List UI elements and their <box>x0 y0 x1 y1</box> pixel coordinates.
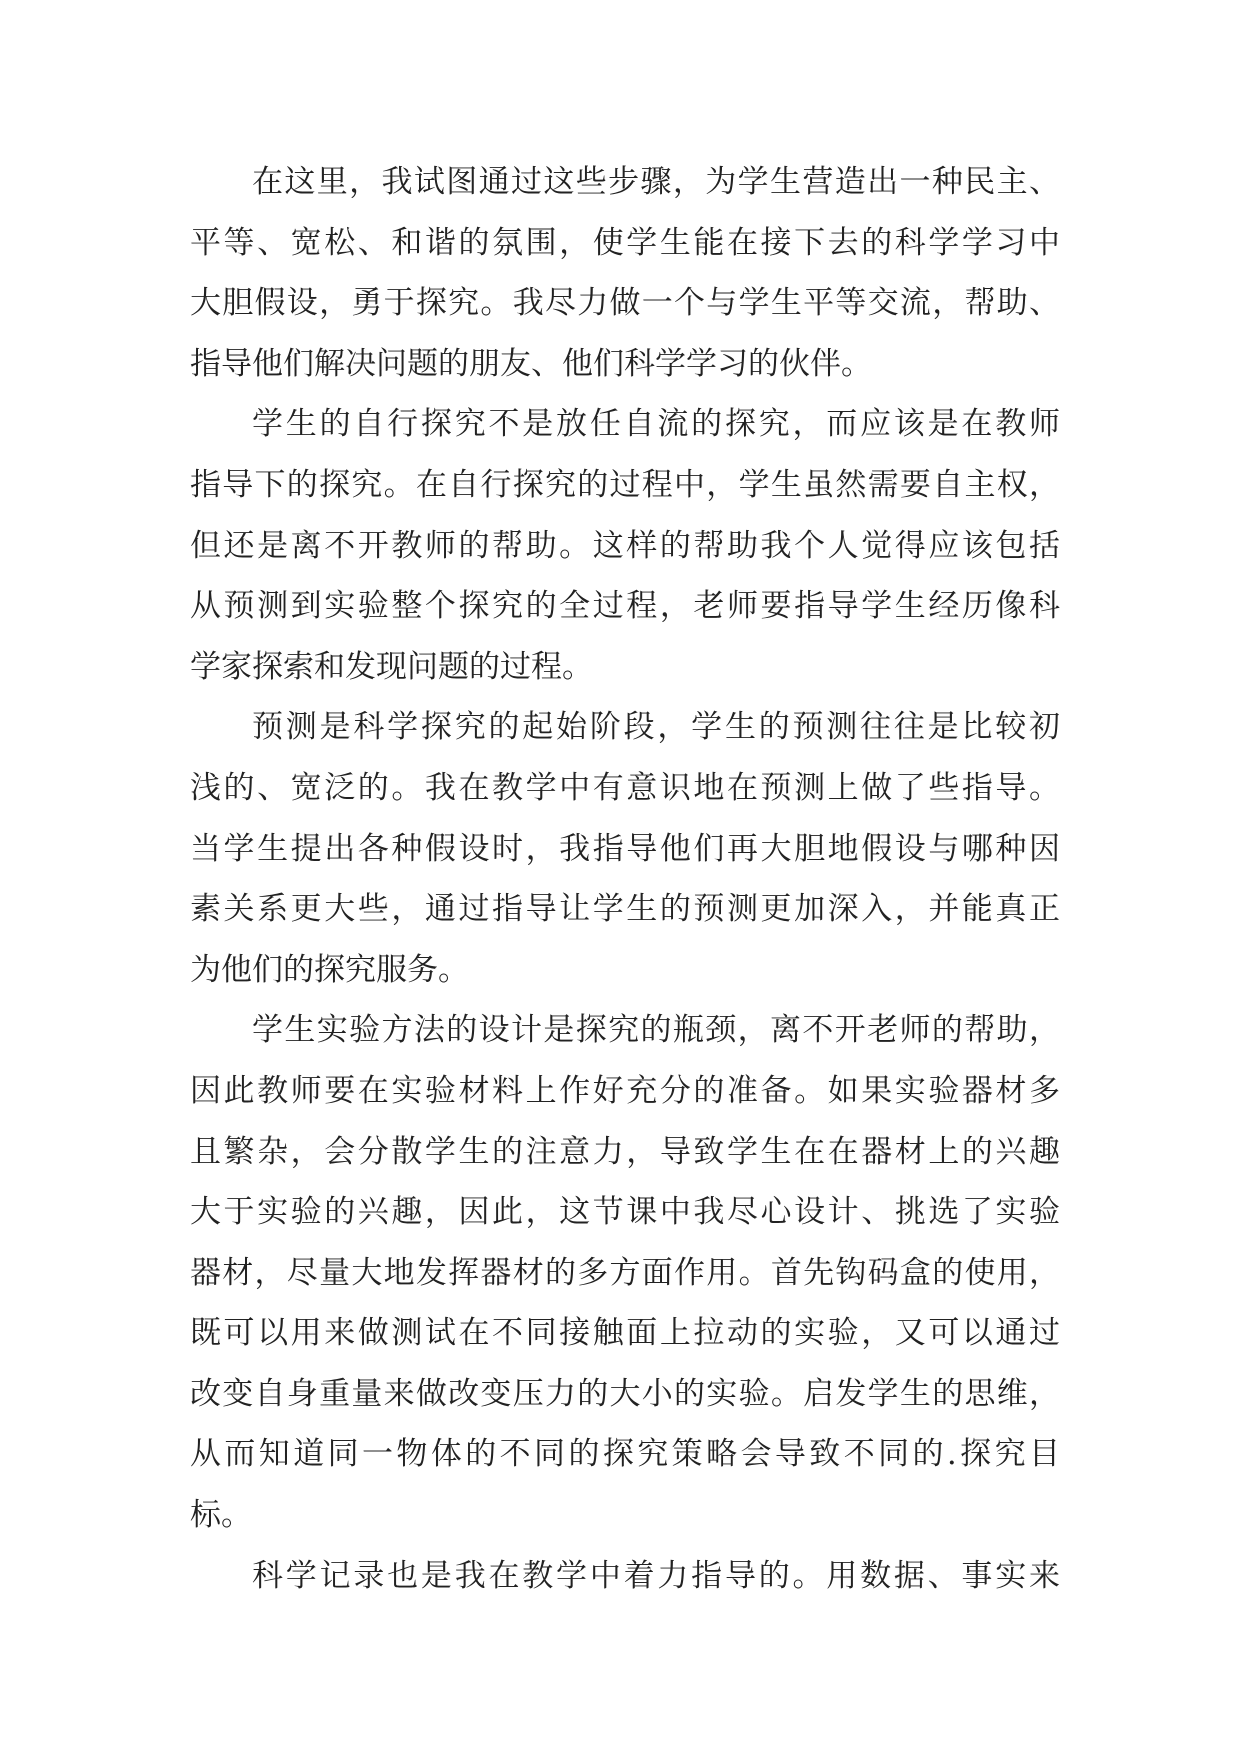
text-line: 在这里，我试图通过这些步骤，为学生营造出一种民主、 <box>252 164 1060 200</box>
text-line: 预测是科学探究的起始阶段，学生的预测往往是比较初 <box>252 709 1060 746</box>
text-line: 因此教师要在实验材料上作好充分的准备。如果实验器材多 <box>190 1072 1060 1109</box>
text-line: 标。 <box>190 1497 252 1534</box>
text-line: 且繁杂，会分散学生的注意力，导致学生在在器材上的兴趣 <box>190 1133 1060 1170</box>
text-line: 大于实验的兴趣，因此，这节课中我尽心设计、挑选了实验 <box>190 1194 1060 1231</box>
document-body <box>190 152 1060 1606</box>
text-line: 器材，尽量大地发挥器材的多方面作用。首先钩码盒的使用， <box>190 1254 1060 1291</box>
text-line: 从预测到实验整个探究的全过程，老师要指导学生经历像科 <box>190 588 1060 625</box>
text-line: 素关系更大些，通过指导让学生的预测更加深入，并能真正 <box>190 891 1060 928</box>
text-line: 学生实验方法的设计是探究的瓶颈，离不开老师的帮助， <box>252 1012 1060 1049</box>
text-line: 既可以用来做测试在不同接触面上拉动的实验，又可以通过 <box>190 1315 1060 1352</box>
text-line: 为他们的探究服务。 <box>190 951 469 988</box>
text-line: 大胆假设，勇于探究。我尽力做一个与学生平等交流，帮助、 <box>190 285 1060 322</box>
text-line: 指导下的探究。在自行探究的过程中，学生虽然需要自主权， <box>190 466 1060 503</box>
text-line: 从而知道同一物体的不同的探究策略会导致不同的.探究目 <box>190 1436 1060 1473</box>
text-line: 指导他们解决问题的朋友、他们科学学习的伙伴。 <box>190 345 872 382</box>
text-line: 但还是离不开教师的帮助。这样的帮助我个人觉得应该包括 <box>190 527 1060 564</box>
text-line: 平等、宽松、和谐的氛围，使学生能在接下去的科学学习中 <box>190 224 1060 261</box>
text-line: 改变自身重量来做改变压力的大小的实验。启发学生的思维， <box>190 1375 1060 1412</box>
text-line: 科学记录也是我在教学中着力指导的。用数据、事实来 <box>252 1557 1060 1594</box>
text-line: 浅的、宽泛的。我在教学中有意识地在预测上做了些指导。 <box>190 769 1060 806</box>
text-line: 学家探索和发现问题的过程。 <box>190 648 593 685</box>
text-line: 当学生提出各种假设时，我指导他们再大胆地假设与哪种因 <box>190 830 1060 867</box>
text-line: 学生的自行探究不是放任自流的探究，而应该是在教师 <box>252 406 1060 443</box>
